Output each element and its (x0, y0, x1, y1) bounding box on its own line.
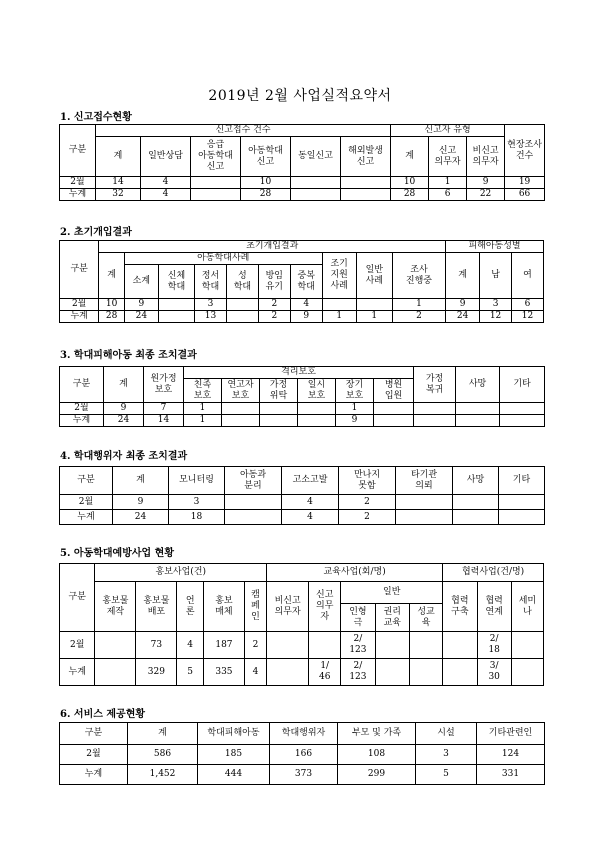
table-cell (226, 299, 258, 311)
section-heading-6: 6. 서비스 제공현황 (60, 709, 146, 720)
table-cell: 1 (356, 310, 392, 322)
table-row (60, 299, 544, 311)
section-heading-1: 1. 신고접수현황 (60, 112, 132, 123)
row-label: 2월 (60, 403, 104, 415)
table-cell (443, 632, 477, 659)
table-cell (456, 403, 500, 415)
table-cell (453, 510, 499, 525)
table-cell: 9 (104, 403, 144, 415)
table-cell: 18 (169, 510, 225, 525)
header-cell: 남 (480, 253, 512, 299)
table-cell: 4 (244, 659, 266, 686)
table-cell: 4 (177, 632, 204, 659)
header-row (60, 467, 545, 495)
table-cell (499, 510, 545, 525)
table-cell: 9 (113, 495, 169, 510)
header-cell: 정서 학대 (195, 265, 227, 299)
row-label: 2월 (60, 745, 128, 765)
table-cell (225, 510, 282, 525)
table-cell: 9 (336, 415, 374, 427)
header-cell: 성교 육 (409, 604, 442, 632)
header-cell: 조기 지원 사례 (322, 253, 356, 299)
header-cell: 장기 보호 (336, 379, 374, 403)
header-cell: 계 (391, 137, 429, 177)
header-cell: 성 학대 (226, 265, 258, 299)
header-cell: 해외발생 신고 (341, 137, 391, 177)
table-cell: 3 (195, 299, 227, 311)
table-cell (499, 495, 545, 510)
table-cell (260, 415, 298, 427)
header-cell: 사망 (453, 467, 499, 495)
table-cell (375, 659, 409, 686)
table-cell: 14 (144, 415, 184, 427)
table-cell (414, 415, 456, 427)
table-row (60, 310, 544, 322)
row-label: 누계 (60, 415, 104, 427)
table-cell: 4 (141, 189, 191, 201)
table-cell (158, 299, 194, 311)
table-cell (260, 403, 298, 415)
header-cell: 구분 (60, 467, 113, 495)
header-cell: 기타 (500, 367, 545, 403)
header-cell: 신고자 유형 (391, 125, 505, 137)
header-cell: 격리보호 (184, 367, 414, 379)
table-cell: 4 (141, 177, 191, 189)
table-row (60, 659, 544, 686)
table-cell: 28 (99, 310, 125, 322)
header-cell: 조사 진행중 (392, 253, 445, 299)
header-row (60, 582, 544, 604)
initial-intervention-table (59, 240, 544, 323)
header-cell: 비신고 의무자 (467, 137, 505, 177)
table-cell: 1 (184, 415, 222, 427)
header-cell: 권리 교육 (375, 604, 409, 632)
table-cell: 185 (198, 745, 270, 765)
header-cell: 구분 (60, 564, 95, 632)
section-heading-4: 4. 학대행위자 최종 조치결과 (60, 451, 188, 462)
table-cell (158, 310, 194, 322)
table-row (60, 765, 545, 785)
header-cell: 세미 나 (511, 582, 543, 632)
header-cell: 사망 (456, 367, 500, 403)
header-cell: 친족 보호 (184, 379, 222, 403)
table-cell: 24 (113, 510, 169, 525)
table-cell: 187 (203, 632, 244, 659)
table-cell: 1/ 46 (309, 659, 341, 686)
perpetrator-final-action-table (59, 466, 545, 525)
table-cell (374, 403, 414, 415)
table-cell: 1 (429, 177, 467, 189)
table-cell (322, 299, 356, 311)
header-row (60, 564, 544, 582)
table-cell: 108 (338, 745, 416, 765)
table-cell (453, 495, 499, 510)
header-cell: 학대피해아동 (198, 723, 270, 745)
table-cell: 166 (270, 745, 338, 765)
table-cell (267, 659, 309, 686)
header-cell: 아동과 분리 (225, 467, 282, 495)
report-intake-table (59, 124, 545, 201)
header-cell: 피해아동성별 (446, 241, 544, 253)
table-cell: 32 (96, 189, 141, 201)
row-label: 2월 (60, 299, 99, 311)
table-cell: 10 (241, 177, 291, 189)
table-cell: 22 (467, 189, 505, 201)
header-cell: 만나지 못함 (339, 467, 396, 495)
table-row (60, 189, 545, 201)
table-cell: 3 (169, 495, 225, 510)
table-cell (396, 510, 453, 525)
header-cell: 계 (96, 137, 141, 177)
table-cell: 5 (177, 659, 204, 686)
header-cell: 홍보 매체 (203, 582, 244, 632)
table-cell (222, 403, 260, 415)
header-cell: 소계 (124, 265, 158, 299)
table-row (60, 745, 545, 765)
header-cell: 홍보사업(건) (95, 564, 267, 582)
header-cell: 구분 (60, 723, 128, 745)
header-cell: 협력사업(건/명) (443, 564, 544, 582)
table-cell (500, 403, 545, 415)
section-heading-3: 3. 학대피해아동 최종 조치결과 (60, 350, 197, 361)
table-cell: 28 (391, 189, 429, 201)
header-cell: 신고접수 건수 (96, 125, 391, 137)
table-cell: 9 (124, 299, 158, 311)
table-cell: 28 (241, 189, 291, 201)
header-cell: 학대행위자 (270, 723, 338, 745)
header-cell: 계 (99, 253, 125, 299)
table-cell: 335 (203, 659, 244, 686)
header-cell: 구분 (60, 241, 99, 299)
table-cell (374, 415, 414, 427)
victim-final-action-table (59, 366, 545, 427)
table-cell: 2 (244, 632, 266, 659)
table-cell: 10 (391, 177, 429, 189)
header-cell: 협력 연계 (477, 582, 511, 632)
row-label: 2월 (60, 495, 113, 510)
table-cell: 124 (477, 745, 545, 765)
header-cell: 계 (104, 367, 144, 403)
header-cell: 시설 (416, 723, 477, 745)
document-title: 2019년 2월 사업실적요약서 (208, 88, 392, 104)
row-label: 누계 (60, 659, 95, 686)
row-label: 2월 (60, 632, 95, 659)
table-cell (409, 659, 442, 686)
table-cell: 1 (322, 310, 356, 322)
table-cell: 444 (198, 765, 270, 785)
header-cell: 기타 (499, 467, 545, 495)
table-row (60, 632, 544, 659)
header-cell: 응급 아동학대 신고 (191, 137, 241, 177)
table-cell: 4 (282, 495, 339, 510)
header-cell: 계 (113, 467, 169, 495)
table-cell: 2 (258, 310, 290, 322)
header-row (60, 367, 545, 379)
table-cell: 9 (290, 310, 322, 322)
header-cell: 원가정 보호 (144, 367, 184, 403)
table-cell (511, 659, 543, 686)
header-cell: 구분 (60, 367, 104, 403)
header-cell: 현장조사 건수 (505, 125, 545, 177)
table-cell: 1 (392, 299, 445, 311)
table-cell (309, 632, 341, 659)
table-cell: 12 (480, 310, 512, 322)
table-row (60, 177, 545, 189)
table-row (60, 495, 545, 510)
table-cell (291, 189, 341, 201)
table-cell: 24 (446, 310, 480, 322)
table-cell (375, 632, 409, 659)
table-row (60, 510, 545, 525)
header-cell: 여 (512, 253, 544, 299)
header-cell: 동일신고 (291, 137, 341, 177)
table-cell: 4 (290, 299, 322, 311)
table-cell: 2 (339, 495, 396, 510)
row-label: 누계 (60, 310, 99, 322)
row-label: 2월 (60, 177, 96, 189)
table-cell: 24 (104, 415, 144, 427)
table-cell (226, 310, 258, 322)
table-cell (511, 632, 543, 659)
table-cell: 586 (128, 745, 198, 765)
table-cell: 373 (270, 765, 338, 785)
table-cell (456, 415, 500, 427)
header-row (60, 241, 544, 253)
table-cell: 4 (282, 510, 339, 525)
prevention-program-table (59, 563, 544, 686)
table-cell: 2 (258, 299, 290, 311)
table-cell (443, 659, 477, 686)
row-label: 누계 (60, 765, 128, 785)
table-cell: 14 (96, 177, 141, 189)
header-cell: 초기개입결과 (99, 241, 446, 253)
header-cell: 신고 의무 자 (309, 582, 341, 632)
table-cell (291, 177, 341, 189)
table-cell (356, 299, 392, 311)
table-cell (409, 632, 442, 659)
header-cell: 중복 학대 (290, 265, 322, 299)
table-cell: 1 (184, 403, 222, 415)
header-cell: 신고 의무자 (429, 137, 467, 177)
table-cell: 1 (336, 403, 374, 415)
header-cell: 일시 보호 (298, 379, 336, 403)
table-cell: 331 (477, 765, 545, 785)
table-cell: 1,452 (128, 765, 198, 785)
header-cell: 일반 (341, 582, 443, 604)
row-label: 누계 (60, 189, 96, 201)
table-cell: 66 (505, 189, 545, 201)
header-cell: 부모 및 가족 (338, 723, 416, 745)
header-cell: 홍보물 제작 (95, 582, 136, 632)
table-cell (95, 632, 136, 659)
header-cell: 신체 학대 (158, 265, 194, 299)
table-cell (222, 415, 260, 427)
table-cell: 12 (512, 310, 544, 322)
header-cell: 캠 페 인 (244, 582, 266, 632)
table-cell: 6 (429, 189, 467, 201)
row-label: 누계 (60, 510, 113, 525)
table-cell: 9 (467, 177, 505, 189)
table-cell: 299 (338, 765, 416, 785)
table-cell (225, 495, 282, 510)
table-cell: 9 (446, 299, 480, 311)
table-cell (414, 403, 456, 415)
header-cell: 방임 유기 (258, 265, 290, 299)
header-cell: 언 론 (177, 582, 204, 632)
service-provision-table (59, 722, 545, 785)
table-cell: 6 (512, 299, 544, 311)
table-cell: 24 (124, 310, 158, 322)
header-cell: 타기관 의뢰 (396, 467, 453, 495)
header-row (60, 125, 545, 137)
table-cell: 10 (99, 299, 125, 311)
table-cell (267, 632, 309, 659)
table-cell: 3/ 30 (477, 659, 511, 686)
header-cell: 아동학대 신고 (241, 137, 291, 177)
header-cell: 협력 구축 (443, 582, 477, 632)
table-cell: 73 (136, 632, 177, 659)
header-cell: 계 (128, 723, 198, 745)
header-row (60, 253, 544, 265)
table-cell (298, 403, 336, 415)
table-cell (396, 495, 453, 510)
header-cell: 비신고 의무자 (267, 582, 309, 632)
header-cell: 가정 위탁 (260, 379, 298, 403)
header-cell: 홍보물 배포 (136, 582, 177, 632)
table-cell: 2/ 18 (477, 632, 511, 659)
header-row (60, 723, 545, 745)
table-cell: 5 (416, 765, 477, 785)
table-cell: 13 (195, 310, 227, 322)
table-cell (191, 177, 241, 189)
header-cell: 일반상담 (141, 137, 191, 177)
table-cell: 3 (480, 299, 512, 311)
header-cell: 교육사업(회/명) (267, 564, 443, 582)
section-heading-2: 2. 초기개입결과 (60, 227, 132, 238)
header-cell: 일반 사례 (356, 253, 392, 299)
table-cell: 2/ 123 (341, 659, 375, 686)
header-row (60, 137, 545, 177)
header-cell: 아동학대사례 (124, 253, 322, 265)
table-row (60, 403, 545, 415)
header-cell: 가정 복귀 (414, 367, 456, 403)
table-cell (341, 177, 391, 189)
table-cell (95, 659, 136, 686)
header-cell: 계 (446, 253, 480, 299)
table-cell (191, 189, 241, 201)
table-cell: 3 (416, 745, 477, 765)
table-row (60, 415, 545, 427)
header-cell: 모니터링 (169, 467, 225, 495)
header-cell: 고소고발 (282, 467, 339, 495)
table-cell: 19 (505, 177, 545, 189)
table-cell: 7 (144, 403, 184, 415)
header-cell: 기타관련인 (477, 723, 545, 745)
table-cell: 2/ 123 (341, 632, 375, 659)
table-cell (341, 189, 391, 201)
header-cell: 병원 입원 (374, 379, 414, 403)
header-cell: 연고자 보호 (222, 379, 260, 403)
header-cell: 구분 (60, 125, 96, 177)
table-cell (500, 415, 545, 427)
table-cell: 2 (392, 310, 445, 322)
header-cell: 인형 극 (341, 604, 375, 632)
table-cell: 329 (136, 659, 177, 686)
table-cell: 2 (339, 510, 396, 525)
section-heading-5: 5. 아동학대예방사업 현황 (60, 548, 175, 559)
table-cell (298, 415, 336, 427)
